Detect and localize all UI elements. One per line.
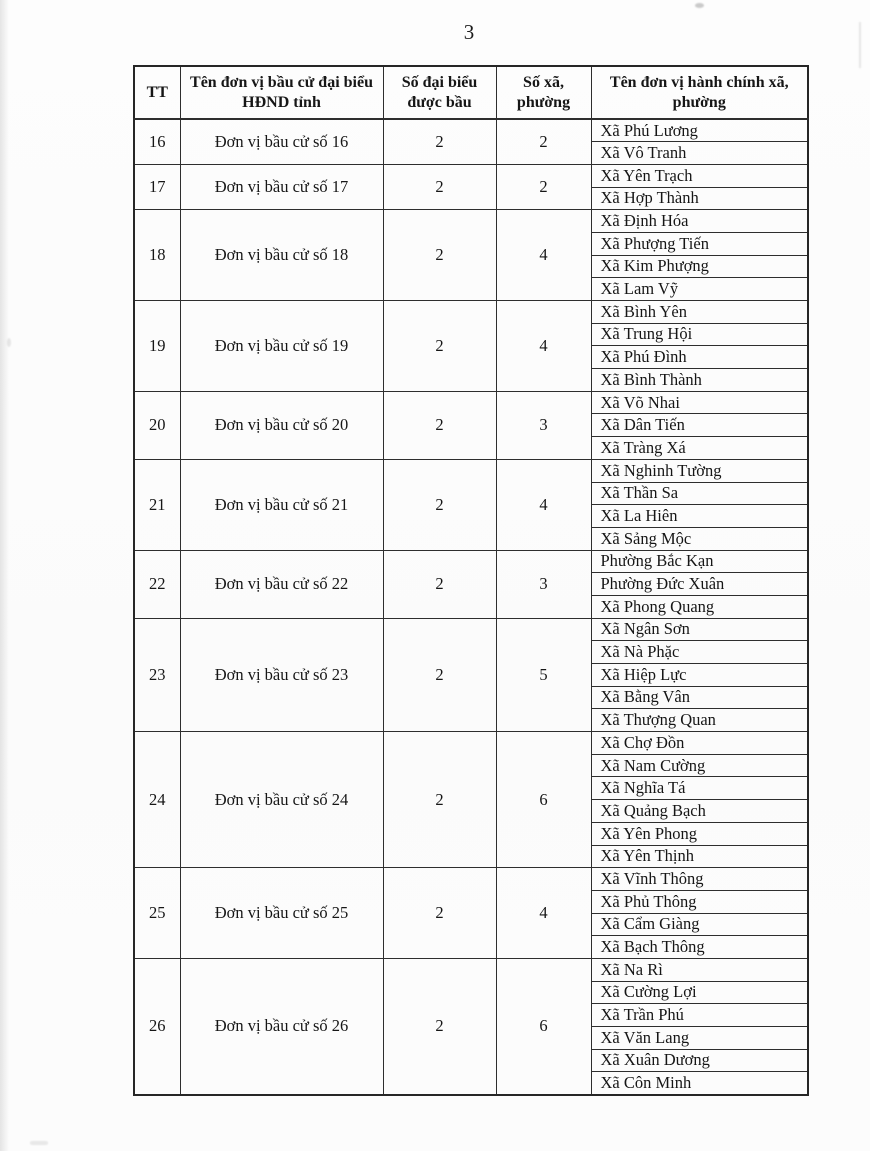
cell-commune-count: 4 xyxy=(496,210,591,301)
cell-admin-unit: Xã Phong Quang xyxy=(591,595,808,618)
cell-admin-unit: Xã Yên Trạch xyxy=(591,164,808,187)
cell-delegates: 2 xyxy=(383,618,496,731)
cell-admin-unit: Xã Định Hóa xyxy=(591,210,808,233)
cell-delegates: 2 xyxy=(383,868,496,959)
cell-admin-unit: Xã La Hiên xyxy=(591,505,808,528)
cell-commune-count: 3 xyxy=(496,391,591,459)
cell-admin-unit: Xã Nghinh Tường xyxy=(591,459,808,482)
scan-artifact xyxy=(7,338,11,347)
cell-tt: 22 xyxy=(134,550,180,618)
cell-unit-name: Đơn vị bầu cử số 22 xyxy=(180,550,383,618)
table-header-row xyxy=(134,66,808,119)
cell-admin-unit: Xã Xuân Dương xyxy=(591,1049,808,1072)
cell-commune-count: 5 xyxy=(496,618,591,731)
header-admin-units: Tên đơn vị hành chính xã, phường xyxy=(591,66,808,119)
cell-unit-name: Đơn vị bầu cử số 17 xyxy=(180,164,383,209)
cell-admin-unit: Xã Cẩm Giàng xyxy=(591,913,808,936)
cell-admin-unit: Xã Nam Cường xyxy=(591,754,808,777)
cell-admin-unit: Xã Tràng Xá xyxy=(591,437,808,460)
electoral-units-table xyxy=(133,65,809,1096)
cell-commune-count: 4 xyxy=(496,459,591,550)
cell-admin-unit: Xã Dân Tiến xyxy=(591,414,808,437)
cell-commune-count: 6 xyxy=(496,958,591,1094)
cell-admin-unit: Xã Võ Nhai xyxy=(591,391,808,414)
cell-unit-name: Đơn vị bầu cử số 20 xyxy=(180,391,383,459)
cell-tt: 20 xyxy=(134,391,180,459)
unit-subrow xyxy=(134,958,808,981)
scan-artifact xyxy=(30,1141,48,1145)
scan-artifact xyxy=(859,22,861,68)
cell-admin-unit: Xã Cường Lợi xyxy=(591,981,808,1004)
electoral-units-table-wrap xyxy=(133,65,809,1096)
cell-admin-unit: Xã Vô Tranh xyxy=(591,142,808,165)
cell-admin-unit: Xã Bằng Vân xyxy=(591,686,808,709)
cell-admin-unit: Xã Văn Lang xyxy=(591,1027,808,1050)
cell-admin-unit: Xã Bình Thành xyxy=(591,369,808,392)
cell-admin-unit: Xã Bình Yên xyxy=(591,301,808,324)
cell-admin-unit: Xã Quảng Bạch xyxy=(591,800,808,823)
cell-admin-unit: Xã Côn Minh xyxy=(591,1072,808,1095)
unit-subrow xyxy=(134,550,808,573)
cell-commune-count: 4 xyxy=(496,301,591,392)
cell-admin-unit: Xã Sảng Mộc xyxy=(591,527,808,550)
cell-commune-count: 2 xyxy=(496,119,591,164)
unit-subrow xyxy=(134,618,808,641)
cell-unit-name: Đơn vị bầu cử số 16 xyxy=(180,119,383,164)
cell-unit-name: Đơn vị bầu cử số 25 xyxy=(180,868,383,959)
cell-admin-unit: Xã Ngân Sơn xyxy=(591,618,808,641)
cell-admin-unit: Xã Chợ Đồn xyxy=(591,732,808,755)
cell-unit-name: Đơn vị bầu cử số 23 xyxy=(180,618,383,731)
cell-delegates: 2 xyxy=(383,958,496,1094)
cell-admin-unit: Xã Kim Phượng xyxy=(591,255,808,278)
cell-admin-unit: Xã Trần Phú xyxy=(591,1004,808,1027)
cell-delegates: 2 xyxy=(383,550,496,618)
header-delegates: Số đại biểu được bầu xyxy=(383,66,496,119)
cell-admin-unit: Xã Trung Hội xyxy=(591,323,808,346)
cell-commune-count: 3 xyxy=(496,550,591,618)
scan-edge-shadow xyxy=(0,0,9,1151)
cell-admin-unit: Xã Thần Sa xyxy=(591,482,808,505)
cell-admin-unit: Xã Bạch Thông xyxy=(591,936,808,959)
table-body xyxy=(134,119,808,1095)
cell-unit-name: Đơn vị bầu cử số 21 xyxy=(180,459,383,550)
scan-artifact xyxy=(695,3,704,8)
cell-admin-unit: Xã Vĩnh Thông xyxy=(591,868,808,891)
cell-tt: 21 xyxy=(134,459,180,550)
cell-tt: 26 xyxy=(134,958,180,1094)
cell-admin-unit: Xã Hợp Thành xyxy=(591,187,808,210)
unit-subrow xyxy=(134,301,808,324)
unit-subrow xyxy=(134,210,808,233)
cell-delegates: 2 xyxy=(383,164,496,209)
cell-unit-name: Đơn vị bầu cử số 19 xyxy=(180,301,383,392)
cell-tt: 24 xyxy=(134,732,180,868)
cell-unit-name: Đơn vị bầu cử số 24 xyxy=(180,732,383,868)
cell-admin-unit: Xã Nà Phặc xyxy=(591,641,808,664)
cell-delegates: 2 xyxy=(383,459,496,550)
unit-subrow xyxy=(134,732,808,755)
cell-commune-count: 2 xyxy=(496,164,591,209)
cell-admin-unit: Xã Phủ Thông xyxy=(591,890,808,913)
cell-tt: 17 xyxy=(134,164,180,209)
cell-admin-unit: Phường Đức Xuân xyxy=(591,573,808,596)
cell-delegates: 2 xyxy=(383,210,496,301)
cell-tt: 25 xyxy=(134,868,180,959)
cell-admin-unit: Xã Nghĩa Tá xyxy=(591,777,808,800)
header-tt: TT xyxy=(134,66,180,119)
header-commune-count: Số xã, phường xyxy=(496,66,591,119)
cell-admin-unit: Xã Thượng Quan xyxy=(591,709,808,732)
cell-unit-name: Đơn vị bầu cử số 26 xyxy=(180,958,383,1094)
unit-subrow xyxy=(134,119,808,142)
unit-subrow xyxy=(134,164,808,187)
cell-admin-unit: Xã Phượng Tiến xyxy=(591,232,808,255)
cell-admin-unit: Xã Lam Vỹ xyxy=(591,278,808,301)
cell-delegates: 2 xyxy=(383,301,496,392)
cell-commune-count: 4 xyxy=(496,868,591,959)
unit-subrow xyxy=(134,459,808,482)
cell-admin-unit: Xã Phú Lương xyxy=(591,119,808,142)
cell-admin-unit: Xã Phú Đình xyxy=(591,346,808,369)
cell-admin-unit: Xã Yên Phong xyxy=(591,822,808,845)
cell-tt: 23 xyxy=(134,618,180,731)
cell-admin-unit: Xã Hiệp Lực xyxy=(591,664,808,687)
cell-tt: 18 xyxy=(134,210,180,301)
cell-commune-count: 6 xyxy=(496,732,591,868)
cell-unit-name: Đơn vị bầu cử số 18 xyxy=(180,210,383,301)
cell-admin-unit: Phường Bắc Kạn xyxy=(591,550,808,573)
page-number: 3 xyxy=(463,20,475,44)
cell-delegates: 2 xyxy=(383,391,496,459)
cell-admin-unit: Xã Na Rì xyxy=(591,958,808,981)
cell-admin-unit: Xã Yên Thịnh xyxy=(591,845,808,868)
cell-delegates: 2 xyxy=(383,732,496,868)
cell-tt: 19 xyxy=(134,301,180,392)
cell-delegates: 2 xyxy=(383,119,496,164)
header-unit-name: Tên đơn vị bầu cử đại biểu HĐND tỉnh xyxy=(180,66,383,119)
cell-tt: 16 xyxy=(134,119,180,164)
unit-subrow xyxy=(134,868,808,891)
unit-subrow xyxy=(134,391,808,414)
